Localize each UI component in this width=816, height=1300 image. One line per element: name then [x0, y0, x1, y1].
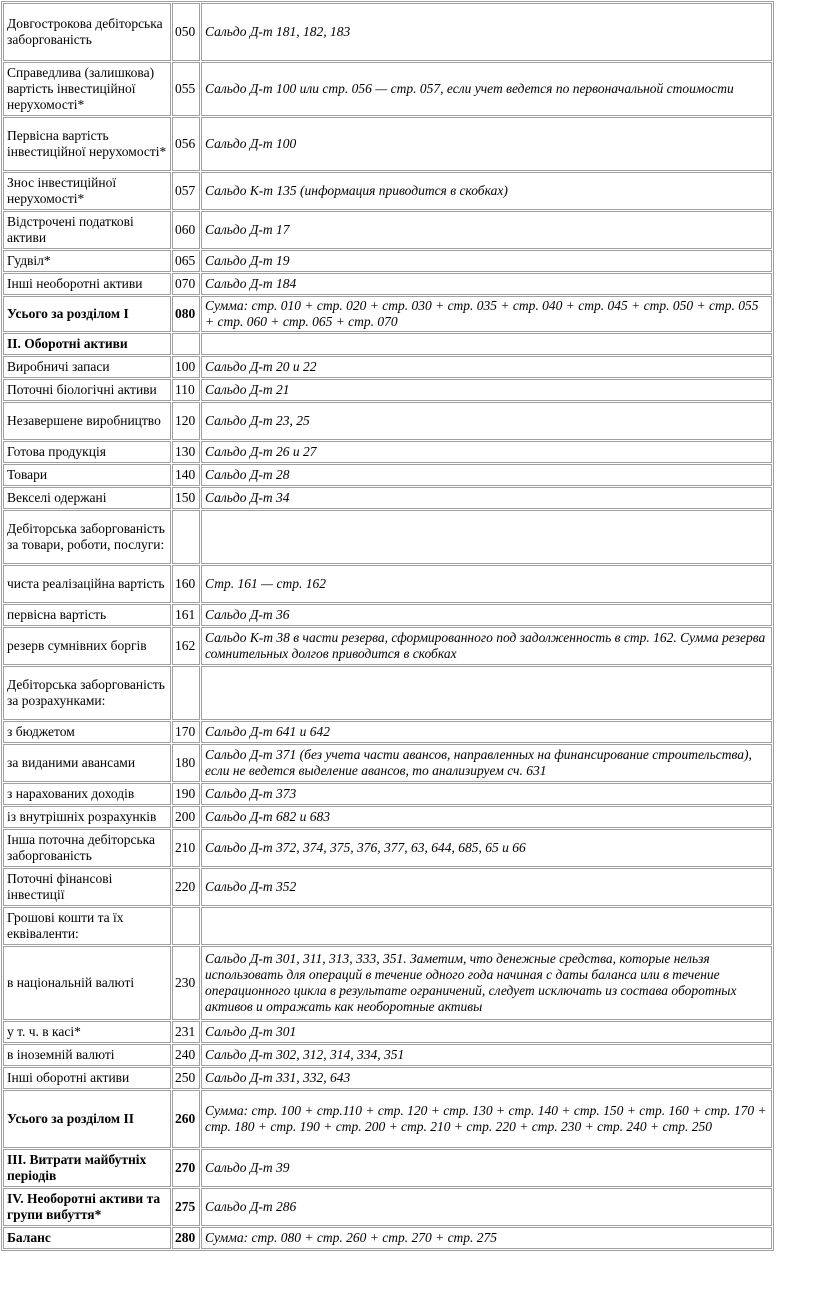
balance-lines-table: [1, 1, 774, 1251]
row-code-cell: 057: [172, 172, 200, 210]
balance-lines-body: [3, 3, 772, 1249]
row-code-cell: 120: [172, 402, 200, 440]
row-description-cell: Сальдо Д-т 372, 374, 375, 376, 377, 63, 644, 685, 65 и 66: [201, 829, 772, 867]
row-name-cell: Первісна вартість інвестиційної нерухомості*: [3, 117, 171, 171]
row-code-cell: 110: [172, 379, 200, 401]
row-description-cell: Сальдо Д-т 20 и 22: [201, 356, 772, 378]
row-description-cell: Сальдо Д-т 352: [201, 868, 772, 906]
row-name-cell: Інші необоротні активи: [3, 273, 171, 295]
row-code-cell: 270: [172, 1149, 200, 1187]
row-name-cell: Інша поточна дебіторська заборгованість: [3, 829, 171, 867]
table-row: [3, 806, 772, 828]
row-description-cell: [201, 333, 772, 355]
row-code-cell: 275: [172, 1188, 200, 1226]
row-description-cell: Сумма: стр. 010 + стр. 020 + стр. 030 + стр. 035 + стр. 040 + стр. 045 + стр. 050 + стр. 055 + стр. 060 + стр. 065 + стр. 070: [201, 296, 772, 332]
row-code-cell: 100: [172, 356, 200, 378]
row-description-cell: Сальдо Д-т 302, 312, 314, 334, 351: [201, 1044, 772, 1066]
row-name-cell: Усього за розділом I: [3, 296, 171, 332]
table-row: [3, 3, 772, 61]
table-row: [3, 1227, 772, 1249]
row-code-cell: 231: [172, 1021, 200, 1043]
row-name-cell: Поточні біологічні активи: [3, 379, 171, 401]
row-code-cell: 210: [172, 829, 200, 867]
row-description-cell: Сальдо К-т 135 (информация приводится в скобках): [201, 172, 772, 210]
row-name-cell: Знос інвестиційної нерухомості*: [3, 172, 171, 210]
row-code-cell: 160: [172, 565, 200, 603]
table-row: [3, 868, 772, 906]
table-row: [3, 565, 772, 603]
table-row: [3, 783, 772, 805]
row-description-cell: [201, 907, 772, 945]
row-code-cell: 050: [172, 3, 200, 61]
row-description-cell: Сальдо Д-т 36: [201, 604, 772, 626]
table-row: [3, 1188, 772, 1226]
table-row: [3, 62, 772, 116]
row-name-cell: Довгострокова дебіторська заборгованість: [3, 3, 171, 61]
table-row: [3, 117, 772, 171]
row-name-cell: Векселі одержані: [3, 487, 171, 509]
table-row: [3, 604, 772, 626]
table-row: [3, 273, 772, 295]
table-row: [3, 402, 772, 440]
row-name-cell: чиста реалізаційна вартість: [3, 565, 171, 603]
row-description-cell: Сальдо Д-т 371 (без учета части авансов, направленных на финансирование строительства), если не ведется выделение авансов, то анализируем сч. 631: [201, 744, 772, 782]
row-name-cell: Відстрочені податкові активи: [3, 211, 171, 249]
table-row: [3, 1067, 772, 1089]
row-name-cell: із внутрішніх розрахунків: [3, 806, 171, 828]
row-description-cell: Сальдо Д-т 34: [201, 487, 772, 509]
row-code-cell: 056: [172, 117, 200, 171]
table-row: [3, 907, 772, 945]
row-description-cell: [201, 510, 772, 564]
row-name-cell: Поточні фінансові інвестиції: [3, 868, 171, 906]
row-name-cell: в національній валюті: [3, 946, 171, 1020]
row-code-cell: 080: [172, 296, 200, 332]
row-description-cell: Сальдо Д-т 184: [201, 273, 772, 295]
table-row: [3, 356, 772, 378]
table-row: [3, 744, 772, 782]
row-description-cell: Сумма: стр. 100 + стр.110 + стр. 120 + стр. 130 + стр. 140 + стр. 150 + стр. 160 + стр. 170 + стр. 180 + стр. 190 + стр. 200 + стр. 210 + стр. 220 + стр. 230 + стр. 240 + стр. 250: [201, 1090, 772, 1148]
row-name-cell: Інші оборотні активи: [3, 1067, 171, 1089]
table-row: [3, 627, 772, 665]
row-code-cell: 065: [172, 250, 200, 272]
row-code-cell: 055: [172, 62, 200, 116]
row-code-cell: 180: [172, 744, 200, 782]
row-code-cell: [172, 333, 200, 355]
row-code-cell: 280: [172, 1227, 200, 1249]
row-name-cell: Готова продукція: [3, 441, 171, 463]
row-description-cell: Сальдо Д-т 331, 332, 643: [201, 1067, 772, 1089]
table-row: [3, 487, 772, 509]
row-name-cell: первісна вартість: [3, 604, 171, 626]
row-description-cell: Стр. 161 — стр. 162: [201, 565, 772, 603]
row-description-cell: Сальдо Д-т 100 или стр. 056 — стр. 057, если учет ведется по первоначальной стоимости: [201, 62, 772, 116]
row-description-cell: Сальдо Д-т 286: [201, 1188, 772, 1226]
row-description-cell: Сальдо Д-т 181, 182, 183: [201, 3, 772, 61]
row-code-cell: 170: [172, 721, 200, 743]
row-name-cell: Грошові кошти та їх еквіваленти:: [3, 907, 171, 945]
row-description-cell: Сальдо Д-т 373: [201, 783, 772, 805]
row-description-cell: Сумма: стр. 080 + стр. 260 + стр. 270 + стр. 275: [201, 1227, 772, 1249]
row-name-cell: Гудвіл*: [3, 250, 171, 272]
row-description-cell: Сальдо Д-т 39: [201, 1149, 772, 1187]
row-name-cell: Усього за розділом II: [3, 1090, 171, 1148]
row-name-cell: Баланс: [3, 1227, 171, 1249]
row-name-cell: Товари: [3, 464, 171, 486]
row-name-cell: Дебіторська заборгованість за товари, роботи, послуги:: [3, 510, 171, 564]
row-code-cell: 070: [172, 273, 200, 295]
row-code-cell: 200: [172, 806, 200, 828]
row-code-cell: [172, 510, 200, 564]
table-row: [3, 211, 772, 249]
row-name-cell: IV. Необоротні активи та групи вибуття*: [3, 1188, 171, 1226]
row-name-cell: резерв сумнівних боргів: [3, 627, 171, 665]
table-row: [3, 172, 772, 210]
row-code-cell: [172, 907, 200, 945]
row-name-cell: з бюджетом: [3, 721, 171, 743]
row-code-cell: [172, 666, 200, 720]
row-code-cell: 140: [172, 464, 200, 486]
row-code-cell: 161: [172, 604, 200, 626]
table-row: [3, 296, 772, 332]
row-code-cell: 190: [172, 783, 200, 805]
row-name-cell: Справедлива (залишкова) вартість інвестиційної нерухомості*: [3, 62, 171, 116]
row-code-cell: 130: [172, 441, 200, 463]
table-row: [3, 441, 772, 463]
row-description-cell: Сальдо Д-т 682 и 683: [201, 806, 772, 828]
row-code-cell: 250: [172, 1067, 200, 1089]
row-description-cell: Сальдо Д-т 641 и 642: [201, 721, 772, 743]
row-description-cell: Сальдо Д-т 26 и 27: [201, 441, 772, 463]
row-name-cell: з нарахованих доходів: [3, 783, 171, 805]
table-row: [3, 379, 772, 401]
table-row: [3, 666, 772, 720]
row-code-cell: 162: [172, 627, 200, 665]
row-description-cell: Сальдо Д-т 19: [201, 250, 772, 272]
row-description-cell: Сальдо Д-т 28: [201, 464, 772, 486]
table-row: [3, 464, 772, 486]
row-description-cell: Сальдо Д-т 21: [201, 379, 772, 401]
table-row: [3, 250, 772, 272]
row-description-cell: [201, 666, 772, 720]
table-row: [3, 829, 772, 867]
row-description-cell: Сальдо Д-т 100: [201, 117, 772, 171]
row-description-cell: Сальдо Д-т 301: [201, 1021, 772, 1043]
row-code-cell: 230: [172, 946, 200, 1020]
row-name-cell: Виробничі запаси: [3, 356, 171, 378]
row-code-cell: 260: [172, 1090, 200, 1148]
row-code-cell: 150: [172, 487, 200, 509]
row-code-cell: 060: [172, 211, 200, 249]
row-name-cell: Дебіторська заборгованість за розрахунками:: [3, 666, 171, 720]
row-name-cell: III. Витрати майбутніх періодів: [3, 1149, 171, 1187]
table-row: [3, 510, 772, 564]
row-code-cell: 240: [172, 1044, 200, 1066]
row-description-cell: Сальдо Д-т 301, 311, 313, 333, 351. Заметим, что денежные средства, которые нельзя использовать для операций в течение одного года начиная с даты баланса или в течение операционного цикла в результате ограничений, следует исключать из состава оборотных активов и отражать как необоротные активы: [201, 946, 772, 1020]
table-row: [3, 1021, 772, 1043]
table-row: [3, 1044, 772, 1066]
table-row: [3, 1090, 772, 1148]
row-code-cell: 220: [172, 868, 200, 906]
row-description-cell: Сальдо Д-т 17: [201, 211, 772, 249]
row-name-cell: за виданими авансами: [3, 744, 171, 782]
row-name-cell: II. Оборотні активи: [3, 333, 171, 355]
table-row: [3, 1149, 772, 1187]
row-description-cell: Сальдо К-т 38 в части резерва, сформированного под задолженность в стр. 162. Сумма резерва сомнительных долгов приводится в скобках: [201, 627, 772, 665]
table-row: [3, 946, 772, 1020]
row-name-cell: в іноземній валюті: [3, 1044, 171, 1066]
table-row: [3, 333, 772, 355]
row-name-cell: Незавершене виробництво: [3, 402, 171, 440]
table-row: [3, 721, 772, 743]
row-name-cell: у т. ч. в касі*: [3, 1021, 171, 1043]
row-description-cell: Сальдо Д-т 23, 25: [201, 402, 772, 440]
